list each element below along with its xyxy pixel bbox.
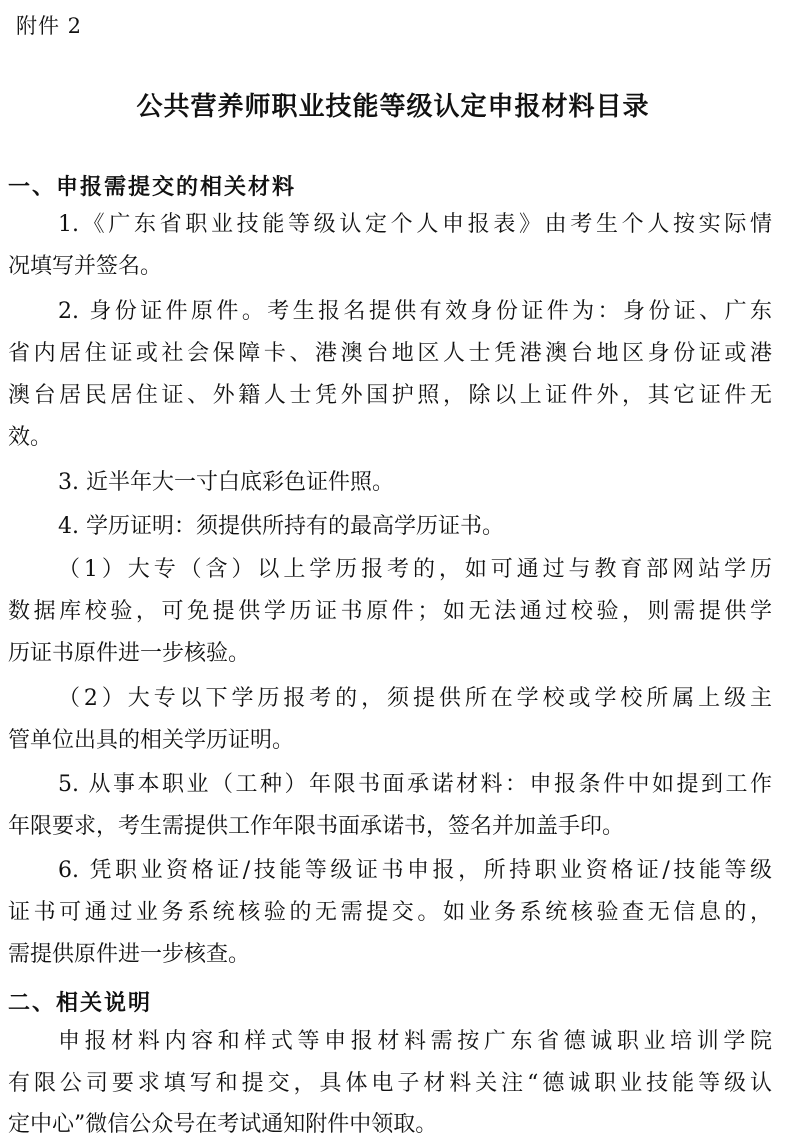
item-2-line-1: 2. 身份证件原件。考生报名提供有效身份证件为：身份证、广东 (58, 299, 772, 324)
item-1-line-2: 况填写并签名。 (8, 254, 163, 279)
item-4-1-line-3: 历证书原件进一步核验。 (8, 641, 251, 666)
item-4-2-line-1: （2）大专以下学历报考的，须提供所在学校或学校所属上级主 (58, 686, 772, 711)
document-title: 公共营养师职业技能等级认定申报材料目录 (136, 92, 650, 122)
item-6-line-2: 证书可通过业务系统核验的无需提交。如业务系统核验查无信息的， (8, 900, 772, 925)
item-4-1-line-2: 数据库校验，可免提供学历证书原件；如无法通过校验，则需提供学 (8, 599, 772, 624)
item-4-line-1: 4. 学历证明：须提供所持有的最高学历证书。 (58, 514, 504, 539)
notes-line-3: 定中心”微信公众号在考试通知附件中领取。 (8, 1112, 438, 1137)
item-2-line-2: 省内居住证或社会保障卡、港澳台地区人士凭港澳台地区身份证或港 (8, 341, 772, 366)
item-4-1-line-1: （1）大专（含）以上学历报考的，如可通过与教育部网站学历 (58, 557, 772, 582)
item-3-line-1: 3. 近半年大一寸白底彩色证件照。 (58, 470, 394, 495)
attachment-label: 附件 2 (16, 14, 83, 38)
item-5-line-1: 5. 从事本职业（工种）年限书面承诺材料：申报条件中如提到工作 (58, 772, 772, 797)
item-6-line-3: 需提供原件进一步核查。 (8, 942, 251, 967)
notes-line-1: 申报材料内容和样式等申报材料需按广东省德诚职业培训学院 (58, 1029, 772, 1054)
item-6-line-1: 6. 凭职业资格证/技能等级证书申报，所持职业资格证/技能等级 (58, 858, 772, 883)
item-2-line-4: 效。 (8, 425, 53, 450)
notes-line-2: 有限公司要求填写和提交，具体电子材料关注“德诚职业技能等级认 (8, 1071, 772, 1096)
item-4-2-line-2: 管单位出具的相关学历证明。 (8, 728, 295, 753)
item-1-line-1: 1.《广东省职业技能等级认定个人申报表》由考生个人按实际情 (58, 212, 772, 237)
section-heading-related-notes: 二、相关说明 (8, 990, 153, 1016)
item-5-line-2: 年限要求，考生需提供工作年限书面承诺书，签名并加盖手印。 (8, 814, 625, 839)
section-heading-required-materials: 一、申报需提交的相关材料 (8, 174, 297, 200)
item-2-line-3: 澳台居民居住证、外籍人士凭外国护照，除以上证件外，其它证件无 (8, 383, 772, 408)
